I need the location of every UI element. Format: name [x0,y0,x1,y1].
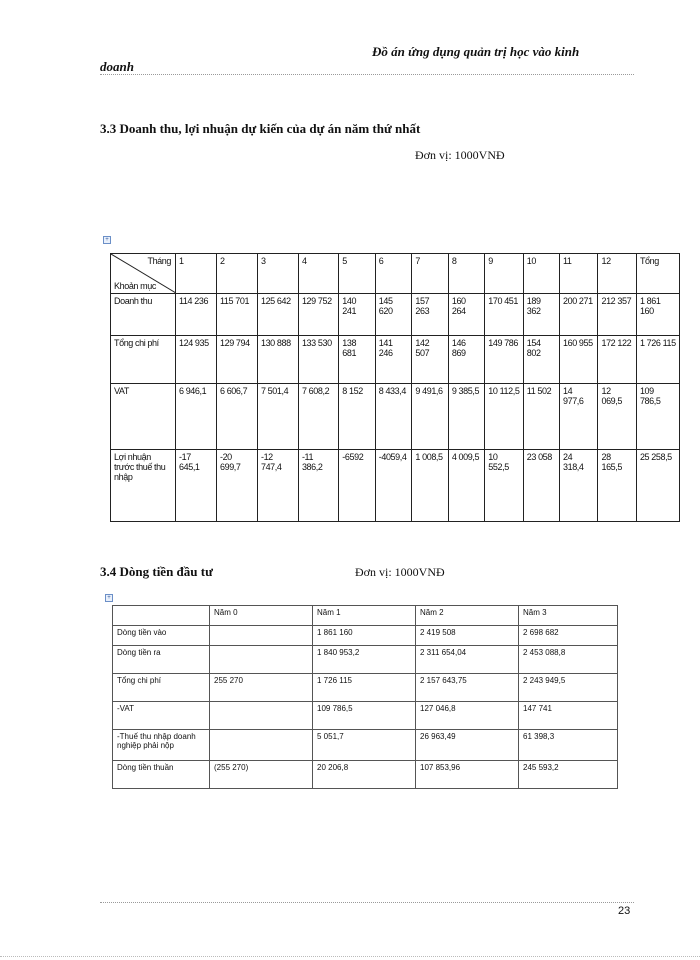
month-header: 1 [176,254,217,294]
month-header: 3 [257,254,298,294]
table-cell: 146 869 [448,336,484,384]
year-header: Năm 0 [210,606,313,626]
row-label: Dòng tiền vào [113,626,210,646]
month-header: 10 [523,254,559,294]
year-header: Năm 3 [519,606,618,626]
table-cell [210,702,313,730]
table-cell: 11 502 [523,384,559,450]
month-header: 5 [339,254,375,294]
table-row [113,702,618,730]
table-cell: 109 786,5 [636,384,679,450]
table-header-row [113,606,618,626]
table-cell: 8 152 [339,384,375,450]
table-cell: 125 642 [257,294,298,336]
table-cell: 12 069,5 [598,384,636,450]
header-cell-empty [113,606,210,626]
table-cell: 129 794 [216,336,257,384]
row-label: Tổng chi phí [113,674,210,702]
row-label: Lợi nhuận trước thuế thu nhập [111,450,176,522]
table-cell: 7 608,2 [298,384,338,450]
year-header: Năm 2 [416,606,519,626]
table-cell: 9 491,6 [412,384,448,450]
table-cell: 189 362 [523,294,559,336]
table-cell: -4059,4 [375,450,412,522]
footer-divider [100,902,634,903]
corner-month-label: Tháng [147,256,171,266]
table-cell: 1 861 160 [636,294,679,336]
table-cell: 129 752 [298,294,338,336]
table-cell: 154 802 [523,336,559,384]
row-label: Tổng chi phí [111,336,176,384]
table-cell: 23 058 [523,450,559,522]
table-cell: 8 433,4 [375,384,412,450]
row-label: -VAT [113,702,210,730]
cashflow-table [112,605,618,789]
table-cell: 2 243 949,5 [519,674,618,702]
table-cell: 145 620 [375,294,412,336]
table-cell: 200 271 [559,294,597,336]
unit-label-cashflow: Đơn vị: 1000VNĐ [355,565,445,579]
table-cell [210,626,313,646]
month-header: 2 [216,254,257,294]
table-cell: 1 726 115 [636,336,679,384]
table-cell: 160 955 [559,336,597,384]
month-header: 4 [298,254,338,294]
table-cell: 245 593,2 [519,761,618,789]
table-cell: 172 122 [598,336,636,384]
table-cell: 24 318,4 [559,450,597,522]
table-row [113,674,618,702]
table-cell: 157 263 [412,294,448,336]
table-cell: 212 357 [598,294,636,336]
table-cell: 1 008,5 [412,450,448,522]
header-divider [100,74,634,75]
table-cell: -17 645,1 [176,450,217,522]
table-cell: 141 246 [375,336,412,384]
table-cell: -20 699,7 [216,450,257,522]
table-cell: 9 385,5 [448,384,484,450]
table-cell: 2 311 654,04 [416,646,519,674]
year-header: Năm 1 [313,606,416,626]
table-cell: 2 698 682 [519,626,618,646]
table-cell: 130 888 [257,336,298,384]
table-cell: -12 747,4 [257,450,298,522]
row-label: VAT [111,384,176,450]
section-heading-revenue: 3.3 Doanh thu, lợi nhuận dự kiến của dự án năm thứ nhất [100,121,421,136]
section-heading-cashflow: 3.4 Dòng tiền đầu tư [100,564,213,579]
table-cell: 133 530 [298,336,338,384]
table-cell: 5 051,7 [313,730,416,761]
table-cell: 138 681 [339,336,375,384]
month-header: 8 [448,254,484,294]
month-header: 12 [598,254,636,294]
table-move-handle-icon[interactable]: + [105,594,113,602]
table-cell: 1 861 160 [313,626,416,646]
table-cell: 2 453 088,8 [519,646,618,674]
header-title-continued: doanh [100,59,134,74]
table-cell: 6 946,1 [176,384,217,450]
revenue-profit-table [110,253,680,522]
table-cell: (255 270) [210,761,313,789]
table-cell: 20 206,8 [313,761,416,789]
table-cell: 127 046,8 [416,702,519,730]
table-cell: 170 451 [485,294,523,336]
table-cell [210,646,313,674]
table-cell: 25 258,5 [636,450,679,522]
table-cell [210,730,313,761]
table-cell: 4 009,5 [448,450,484,522]
unit-label-revenue: Đơn vị: 1000VNĐ [415,148,505,162]
table-move-handle-icon[interactable]: + [103,236,111,244]
table-cell: 2 157 643,75 [416,674,519,702]
table-cell: 124 935 [176,336,217,384]
table-cell: 14 977,6 [559,384,597,450]
page-number: 23 [618,905,631,917]
table-cell: 2 419 508 [416,626,519,646]
table-cell: 1 840 953,2 [313,646,416,674]
table-cell: -6592 [339,450,375,522]
table-cell: 147 741 [519,702,618,730]
table-cell: 28 165,5 [598,450,636,522]
table-cell: 7 501,4 [257,384,298,450]
table-row [111,384,680,450]
table-cell: 160 264 [448,294,484,336]
table-row [113,761,618,789]
table-row [113,626,618,646]
table-cell: 142 507 [412,336,448,384]
table-cell: 10 552,5 [485,450,523,522]
table-row [111,294,680,336]
table-cell: 61 398,3 [519,730,618,761]
row-label: Doanh thu [111,294,176,336]
table-cell: 10 112,5 [485,384,523,450]
table-cell: 149 786 [485,336,523,384]
table-cell: 109 786,5 [313,702,416,730]
table-row [111,336,680,384]
table-row [111,450,680,522]
table-cell: 6 606,7 [216,384,257,450]
table-cell: 1 726 115 [313,674,416,702]
table-cell: 140 241 [339,294,375,336]
table-header-row [111,254,680,294]
table-cell: 114 236 [176,294,217,336]
table-cell: 115 701 [216,294,257,336]
total-header: Tổng [636,254,679,294]
month-header: 6 [375,254,412,294]
table-cell: 255 270 [210,674,313,702]
table-cell: -11 386,2 [298,450,338,522]
table-row [113,646,618,674]
row-label: Dòng tiền ra [113,646,210,674]
table-row [113,730,618,761]
row-label: Dòng tiền thuần [113,761,210,789]
table-corner-cell [111,254,176,294]
month-header: 11 [559,254,597,294]
table-cell: 107 853,96 [416,761,519,789]
corner-item-label: Khoản mục [114,281,156,291]
row-label: -Thuế thu nhập doanh nghiệp phải nộp [113,730,210,761]
page-bottom-border [0,956,700,957]
table-cell: 26 963,49 [416,730,519,761]
header-title: Đồ án ứng dụng quản trị học vào kinh [372,44,580,59]
month-header: 9 [485,254,523,294]
month-header: 7 [412,254,448,294]
